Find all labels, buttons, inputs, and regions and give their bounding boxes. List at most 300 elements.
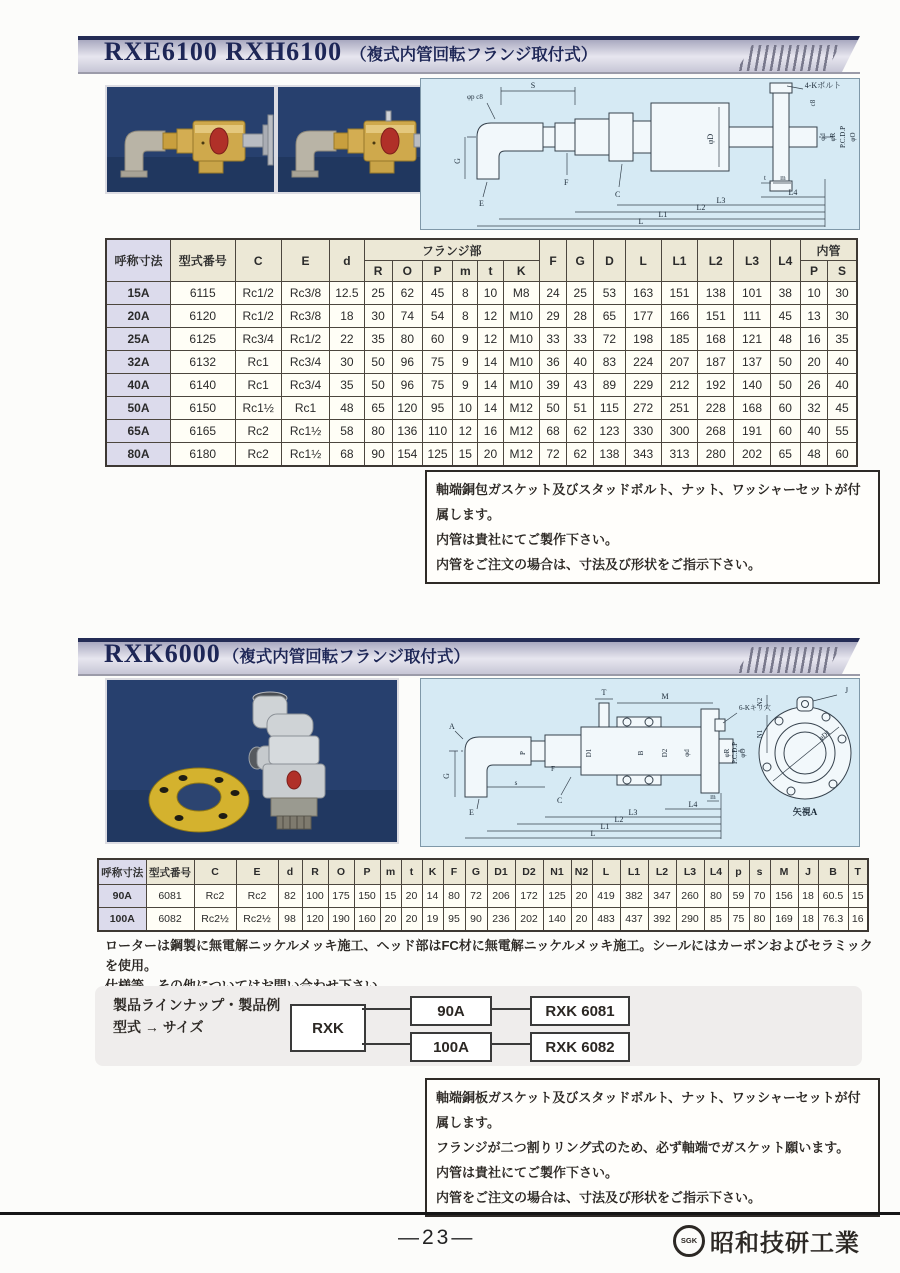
table-cell: 392 bbox=[648, 908, 676, 932]
table-cell: M12 bbox=[503, 420, 539, 443]
table-cell: 50 bbox=[770, 351, 800, 374]
table-cell: 30 bbox=[828, 305, 857, 328]
table-cell: 20 bbox=[571, 908, 592, 932]
table-cell: 20 bbox=[401, 908, 422, 932]
column-header: C bbox=[194, 859, 236, 885]
table-cell: 437 bbox=[620, 908, 648, 932]
table-cell: 53 bbox=[594, 282, 625, 305]
dimension-drawing bbox=[421, 79, 859, 229]
table-cell: Rc1/2 bbox=[281, 328, 329, 351]
table-cell: 160 bbox=[354, 908, 380, 932]
table-cell: 6120 bbox=[171, 305, 236, 328]
table-cell: 419 bbox=[592, 885, 620, 908]
column-header: D2 bbox=[515, 859, 543, 885]
column-header: G bbox=[567, 239, 594, 282]
table-cell: M8 bbox=[503, 282, 539, 305]
row-header-cell: 25A bbox=[106, 328, 171, 351]
column-subheader: O bbox=[392, 261, 422, 282]
table-cell: 28 bbox=[567, 305, 594, 328]
dim-label-F: F bbox=[551, 765, 555, 773]
dim-label-E: E bbox=[469, 808, 474, 817]
table-cell: 20 bbox=[800, 351, 827, 374]
table-cell: 82 bbox=[278, 885, 302, 908]
header-underline bbox=[78, 72, 860, 74]
connector-line bbox=[362, 1043, 410, 1045]
dim-label-phiR: φR bbox=[829, 132, 837, 142]
column-header: L bbox=[592, 859, 620, 885]
table-cell: 14 bbox=[478, 351, 503, 374]
table-row bbox=[106, 420, 857, 443]
dim-label-G: G bbox=[442, 773, 451, 779]
row-header-cell: 65A bbox=[106, 420, 171, 443]
table-cell: 18 bbox=[798, 885, 818, 908]
table-cell: 70 bbox=[749, 885, 770, 908]
column-header: L bbox=[625, 239, 661, 282]
table-cell: 65 bbox=[364, 397, 392, 420]
column-header: D bbox=[594, 239, 625, 282]
row-header-cell: 100A bbox=[98, 908, 146, 932]
column-header: T bbox=[848, 859, 868, 885]
rotary-joint-photo-illustration bbox=[107, 87, 274, 192]
table-cell: 45 bbox=[770, 305, 800, 328]
row-header-cell: 80A bbox=[106, 443, 171, 467]
column-subheader: t bbox=[478, 261, 503, 282]
table-cell: 39 bbox=[539, 374, 566, 397]
table-cell: 198 bbox=[625, 328, 661, 351]
table-cell: 40 bbox=[828, 351, 857, 374]
column-header: O bbox=[328, 859, 354, 885]
table-cell: 6150 bbox=[171, 397, 236, 420]
table-cell: 35 bbox=[364, 328, 392, 351]
table-cell: 30 bbox=[330, 351, 364, 374]
table-cell: 98 bbox=[278, 908, 302, 932]
dim-label-D1: D1 bbox=[585, 748, 593, 758]
column-header: B bbox=[818, 859, 848, 885]
column-header: C bbox=[235, 239, 281, 282]
table-cell: 207 bbox=[661, 351, 697, 374]
table-cell: M12 bbox=[503, 397, 539, 420]
dim-label-L1: L1 bbox=[658, 210, 668, 219]
front-view bbox=[759, 697, 851, 799]
table-cell: 192 bbox=[698, 374, 734, 397]
table-cell: 62 bbox=[567, 420, 594, 443]
table-cell: 15 bbox=[453, 443, 478, 467]
column-subheader: K bbox=[503, 261, 539, 282]
row-header-cell: 20A bbox=[106, 305, 171, 328]
table-cell: 60 bbox=[770, 397, 800, 420]
table-cell: 32 bbox=[800, 397, 827, 420]
dim-label-L1: L1 bbox=[600, 822, 610, 831]
table-cell: 8 bbox=[453, 282, 478, 305]
column-header: L1 bbox=[661, 239, 697, 282]
table-cell: 140 bbox=[543, 908, 571, 932]
connector-line bbox=[488, 1043, 530, 1045]
dim-label-phiO: φO bbox=[849, 132, 857, 142]
dim-label-N1: N1 bbox=[756, 729, 764, 739]
table-cell: 72 bbox=[594, 328, 625, 351]
dimension-drawing bbox=[421, 679, 859, 846]
table-cell: 206 bbox=[487, 885, 515, 908]
table-cell: 15 bbox=[380, 885, 401, 908]
dim-label-phiD1: φD1 bbox=[817, 728, 832, 743]
column-header: E bbox=[236, 859, 278, 885]
table-cell: 123 bbox=[594, 420, 625, 443]
table-cell: 191 bbox=[734, 420, 770, 443]
dim-label-4k-bolt: 4-Kボルト bbox=[804, 81, 842, 90]
row-header-cell: 50A bbox=[106, 397, 171, 420]
dim-label-6k-holes: 6-Kキリ穴 bbox=[739, 704, 771, 712]
table-cell: 12 bbox=[453, 420, 478, 443]
dim-label-G: G bbox=[453, 158, 462, 164]
table-cell: 50 bbox=[539, 397, 566, 420]
table-cell: 6140 bbox=[171, 374, 236, 397]
lineup-root-box: RXK bbox=[290, 1004, 366, 1052]
table-cell: Rc3/8 bbox=[281, 305, 329, 328]
table-cell: 190 bbox=[328, 908, 354, 932]
table-cell: M10 bbox=[503, 374, 539, 397]
product-photo-rxe6100 bbox=[105, 85, 276, 194]
dim-label-A: A bbox=[449, 722, 455, 731]
dim-label-C: C bbox=[557, 796, 563, 805]
table-cell: 96 bbox=[392, 374, 422, 397]
table-cell: 260 bbox=[676, 885, 704, 908]
column-header: L2 bbox=[648, 859, 676, 885]
note-line: 内管は貴社にてご製作下さい。 bbox=[436, 1165, 619, 1180]
note-line: 軸端銅包ガスケット及びスタッドボルト、ナット、ワッシャーセットが付属します。 bbox=[436, 482, 861, 522]
table-cell: Rc3/4 bbox=[281, 374, 329, 397]
dim-label-phiD: φD bbox=[706, 133, 715, 145]
note-line: 内管をご注文の場合は、寸法及び形状をご指示下さい。 bbox=[436, 557, 762, 572]
column-header: P bbox=[354, 859, 380, 885]
table-cell: 29 bbox=[539, 305, 566, 328]
column-header: R bbox=[302, 859, 328, 885]
table-row bbox=[106, 397, 857, 420]
table-cell: 136 bbox=[392, 420, 422, 443]
column-subheader: P bbox=[422, 261, 452, 282]
table-cell: 137 bbox=[734, 351, 770, 374]
dim-label-P: P bbox=[519, 751, 527, 755]
table-cell: 45 bbox=[828, 397, 857, 420]
dimension-lines bbox=[465, 86, 825, 227]
table-cell: 343 bbox=[625, 443, 661, 467]
table-cell: 30 bbox=[828, 282, 857, 305]
dim-label-N2: N2 bbox=[756, 697, 764, 707]
table-cell: 43 bbox=[567, 374, 594, 397]
lineup-size-box: 100A bbox=[410, 1032, 492, 1062]
table-cell: 6180 bbox=[171, 443, 236, 467]
table-cell: 36 bbox=[539, 351, 566, 374]
table-cell: 110 bbox=[422, 420, 452, 443]
lineup-subtitle: 型式 → サイズ bbox=[113, 1019, 204, 1035]
dim-label-phip: φp c8 bbox=[467, 93, 483, 101]
column-header: 型式番号 bbox=[171, 239, 236, 282]
table-cell: 100 bbox=[302, 885, 328, 908]
table-cell: 111 bbox=[734, 305, 770, 328]
table-cell: 20 bbox=[401, 885, 422, 908]
dim-label-t: t bbox=[764, 174, 766, 182]
technical-drawing-rxe6100 bbox=[420, 78, 860, 230]
table-cell: 150 bbox=[354, 885, 380, 908]
table-cell: 12 bbox=[478, 328, 503, 351]
note-line: ローターは鋼製に無電解ニッケルメッキ施工、ヘッド部はFC材に無電解ニッケルメッキ施工。シールにはカーボンおよびセラミックを使用。 bbox=[105, 938, 873, 973]
table-cell: 20 bbox=[571, 885, 592, 908]
table-cell: 33 bbox=[539, 328, 566, 351]
drawn-joint-outline bbox=[465, 703, 733, 797]
dim-label-J: J bbox=[845, 686, 849, 695]
dim-label-L: L bbox=[590, 829, 596, 838]
table-row bbox=[98, 908, 868, 932]
column-header: m bbox=[380, 859, 401, 885]
column-group-header: フランジ部 bbox=[364, 239, 539, 261]
table-cell: 313 bbox=[661, 443, 697, 467]
table-cell: Rc2 bbox=[236, 885, 278, 908]
section1-title: RXE6100 RXH6100 bbox=[104, 37, 343, 66]
table-cell: 65 bbox=[594, 305, 625, 328]
table-cell: 9 bbox=[453, 374, 478, 397]
dim-label-S: S bbox=[530, 81, 536, 90]
row-header-cell: 40A bbox=[106, 374, 171, 397]
column-header: 呼称寸法 bbox=[98, 859, 146, 885]
table-cell: 48 bbox=[330, 397, 364, 420]
column-header: L3 bbox=[734, 239, 770, 282]
row-header-cell: 15A bbox=[106, 282, 171, 305]
section1-title-line bbox=[104, 37, 597, 67]
dim-label-C: C bbox=[615, 190, 621, 199]
table-row bbox=[106, 351, 857, 374]
table-cell: 62 bbox=[392, 282, 422, 305]
table-cell: 120 bbox=[302, 908, 328, 932]
table-cell: 16 bbox=[848, 908, 868, 932]
table-cell: 10 bbox=[478, 282, 503, 305]
table-cell: 300 bbox=[661, 420, 697, 443]
section1-subtitle: （複式内管回転フランジ取付式） bbox=[350, 46, 598, 64]
table-cell: 177 bbox=[625, 305, 661, 328]
table-cell: M10 bbox=[503, 351, 539, 374]
lineup-title: 製品ラインナップ・製品例 bbox=[113, 997, 281, 1013]
table-cell: Rc1½ bbox=[235, 397, 281, 420]
column-header: N2 bbox=[571, 859, 592, 885]
table-cell: 12 bbox=[478, 305, 503, 328]
table-cell: Rc3/8 bbox=[281, 282, 329, 305]
table-cell: 10 bbox=[453, 397, 478, 420]
table-cell: 80 bbox=[704, 885, 728, 908]
table-row bbox=[106, 305, 857, 328]
dim-label-D2: D2 bbox=[661, 748, 669, 758]
table-row bbox=[106, 443, 857, 467]
dim-label-phid: φd bbox=[819, 133, 827, 141]
footer-rule bbox=[0, 1212, 900, 1215]
section2-header bbox=[78, 638, 860, 674]
table-cell: 14 bbox=[422, 885, 443, 908]
table-cell: 224 bbox=[625, 351, 661, 374]
table-cell: 138 bbox=[698, 282, 734, 305]
dim-label-T: T bbox=[601, 688, 607, 697]
column-header: d bbox=[330, 239, 364, 282]
table-cell: 228 bbox=[698, 397, 734, 420]
table-cell: 26 bbox=[800, 374, 827, 397]
table-cell: 9 bbox=[453, 328, 478, 351]
table-cell: 25 bbox=[364, 282, 392, 305]
table-cell: 68 bbox=[330, 443, 364, 467]
dim-label-m: m bbox=[780, 174, 786, 182]
dim-label-pcdp: P.C.D.P bbox=[839, 126, 847, 148]
dim-label-E: E bbox=[479, 199, 484, 208]
table-cell: 76.3 bbox=[818, 908, 848, 932]
table-cell: 60 bbox=[770, 420, 800, 443]
lineup-model-box: RXK 6082 bbox=[530, 1032, 630, 1062]
section1-header bbox=[78, 36, 860, 72]
table-cell: 168 bbox=[734, 397, 770, 420]
table-cell: 202 bbox=[515, 908, 543, 932]
table-cell: Rc1 bbox=[281, 397, 329, 420]
table-cell: M12 bbox=[503, 443, 539, 467]
table-cell: Rc2½ bbox=[236, 908, 278, 932]
dim-label-M: M bbox=[661, 692, 669, 701]
dim-label-L4: L4 bbox=[788, 188, 798, 197]
table-cell: 74 bbox=[392, 305, 422, 328]
table-cell: 80 bbox=[392, 328, 422, 351]
column-subheader: m bbox=[453, 261, 478, 282]
company-logo bbox=[673, 1223, 860, 1258]
table-cell: 90 bbox=[465, 908, 487, 932]
dim-label-phiR: φR bbox=[723, 748, 731, 758]
table-cell: 9 bbox=[453, 351, 478, 374]
table-cell: 89 bbox=[594, 374, 625, 397]
column-subheader: R bbox=[364, 261, 392, 282]
page-number: —23— bbox=[398, 1226, 476, 1249]
spec-table-rxe6100 bbox=[105, 238, 858, 467]
table-cell: 50 bbox=[364, 374, 392, 397]
dim-label-L3: L3 bbox=[628, 808, 638, 817]
column-header: E bbox=[281, 239, 329, 282]
dim-label-pcdp: P.C.D.P bbox=[731, 742, 739, 764]
dim-label-phid: φd bbox=[683, 749, 691, 757]
column-header: D1 bbox=[487, 859, 515, 885]
table-cell: 30 bbox=[364, 305, 392, 328]
table-cell: 6115 bbox=[171, 282, 236, 305]
table-cell: 6081 bbox=[146, 885, 194, 908]
table-cell: 72 bbox=[539, 443, 566, 467]
column-header: J bbox=[798, 859, 818, 885]
table-cell: Rc1/2 bbox=[235, 305, 281, 328]
table-cell: 22 bbox=[330, 328, 364, 351]
table-cell: 75 bbox=[728, 908, 749, 932]
red-label bbox=[381, 128, 399, 154]
table-cell: 55 bbox=[828, 420, 857, 443]
table-cell: 382 bbox=[620, 885, 648, 908]
table-cell: 96 bbox=[392, 351, 422, 374]
diagonal-stripes-decoration bbox=[736, 45, 840, 71]
table-cell: 125 bbox=[422, 443, 452, 467]
red-label bbox=[287, 771, 301, 789]
table-cell: 280 bbox=[698, 443, 734, 467]
table-cell: 20 bbox=[478, 443, 503, 467]
table-cell: 60.5 bbox=[818, 885, 848, 908]
dim-label-phiO: φO bbox=[739, 748, 747, 758]
column-header: p bbox=[728, 859, 749, 885]
table-cell: 101 bbox=[734, 282, 770, 305]
lineup-model-box: RXK 6081 bbox=[530, 996, 630, 1026]
sgk-logo-icon: SGK bbox=[673, 1225, 705, 1257]
grease-nipple bbox=[386, 111, 391, 121]
table-cell: 290 bbox=[676, 908, 704, 932]
table-cell: 6132 bbox=[171, 351, 236, 374]
table-cell: 120 bbox=[392, 397, 422, 420]
table-cell: M10 bbox=[503, 328, 539, 351]
column-header: L1 bbox=[620, 859, 648, 885]
table-cell: 40 bbox=[828, 374, 857, 397]
column-header: t bbox=[401, 859, 422, 885]
yellow-flange-ring bbox=[149, 768, 249, 832]
table-cell: 175 bbox=[328, 885, 354, 908]
table-cell: 187 bbox=[698, 351, 734, 374]
table-cell: 80 bbox=[443, 885, 465, 908]
table-cell: 60 bbox=[828, 443, 857, 467]
table-cell: 62 bbox=[567, 443, 594, 467]
notes-box-section1 bbox=[425, 470, 880, 584]
table-cell: 15 bbox=[848, 885, 868, 908]
table-cell: 163 bbox=[625, 282, 661, 305]
table-cell: 236 bbox=[487, 908, 515, 932]
table-cell: 14 bbox=[478, 374, 503, 397]
dim-label-F: F bbox=[564, 178, 569, 187]
table-cell: Rc1/2 bbox=[235, 282, 281, 305]
table-cell: Rc1 bbox=[235, 374, 281, 397]
table-cell: Rc1 bbox=[235, 351, 281, 374]
row-header-cell: 32A bbox=[106, 351, 171, 374]
table-cell: 6082 bbox=[146, 908, 194, 932]
column-header: N1 bbox=[543, 859, 571, 885]
note-line: 内管は貴社にてご製作下さい。 bbox=[436, 532, 619, 547]
table-cell: 202 bbox=[734, 443, 770, 467]
table-cell: 229 bbox=[625, 374, 661, 397]
dim-label-m: m bbox=[710, 793, 716, 801]
section2-title: RXK6000 bbox=[104, 639, 221, 668]
table-cell: 185 bbox=[661, 328, 697, 351]
table-cell: 80 bbox=[364, 420, 392, 443]
technical-drawing-rxk6000 bbox=[420, 678, 860, 847]
column-header: F bbox=[443, 859, 465, 885]
column-subheader: S bbox=[828, 261, 857, 282]
column-header: L4 bbox=[770, 239, 800, 282]
table-cell: 268 bbox=[698, 420, 734, 443]
dim-label-s: s bbox=[514, 779, 518, 787]
table-cell: M10 bbox=[503, 305, 539, 328]
column-header: d bbox=[278, 859, 302, 885]
spec-table-rxk6000 bbox=[97, 858, 869, 932]
drawn-joint-outline bbox=[477, 83, 817, 191]
table-cell: 483 bbox=[592, 908, 620, 932]
company-name: 昭和技研工業 bbox=[710, 1230, 860, 1257]
table-cell: 51 bbox=[567, 397, 594, 420]
column-header: L3 bbox=[676, 859, 704, 885]
table-cell: 172 bbox=[515, 885, 543, 908]
table-cell: 85 bbox=[704, 908, 728, 932]
table-cell: 166 bbox=[661, 305, 697, 328]
table-cell: 90 bbox=[364, 443, 392, 467]
table-cell: 18 bbox=[330, 305, 364, 328]
column-header: s bbox=[749, 859, 770, 885]
table-cell: 8 bbox=[453, 305, 478, 328]
dim-label-B: B bbox=[637, 750, 645, 756]
table-cell: 14 bbox=[478, 397, 503, 420]
column-header: 型式番号 bbox=[146, 859, 194, 885]
product-lineup-panel bbox=[95, 986, 862, 1066]
table-cell: 6125 bbox=[171, 328, 236, 351]
dim-label-L2: L2 bbox=[696, 203, 706, 212]
view-a-label: 矢視A bbox=[792, 807, 818, 817]
table-cell: 115 bbox=[594, 397, 625, 420]
